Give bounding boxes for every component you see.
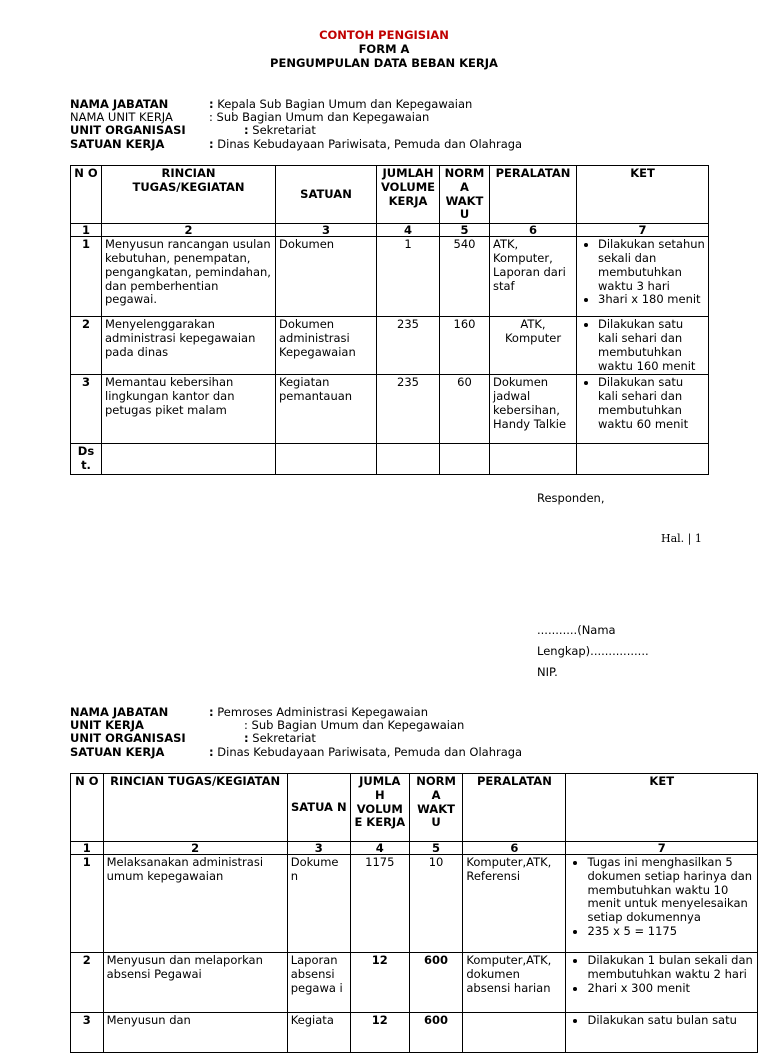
signature-nip: NIP. xyxy=(537,665,558,679)
meta-label: UNIT KERJA xyxy=(70,718,144,732)
cell-rincian: Menyusun dan xyxy=(103,1013,287,1053)
meta-satuan-kerja xyxy=(70,138,522,152)
table-row xyxy=(71,855,758,953)
cell-peralatan: Komputer,ATK, Referensi xyxy=(463,855,566,953)
col-header-peralatan: PERALATAN xyxy=(490,166,577,224)
meta-unit-organisasi xyxy=(70,124,316,138)
ket-item: • 2hari x 300 menit xyxy=(587,982,754,996)
meta-value: Pemroses Administrasi Kepegawaian xyxy=(217,705,429,719)
meta-unit-organisasi xyxy=(70,732,316,746)
ket-item: • Dilakukan satu bulan satu xyxy=(587,1014,754,1028)
meta-sep: : xyxy=(209,705,214,719)
responden-label: Responden, xyxy=(537,491,605,505)
cell-peralatan xyxy=(463,1013,566,1053)
meta-value: Dinas Kebudayaan Pariwisata, Pemuda dan Olahraga xyxy=(217,137,523,151)
col-number: 4 xyxy=(377,224,440,237)
meta-label: SATUAN KERJA xyxy=(70,745,165,759)
col-header-jumlah: JUMLA H VOLUM E KERJA xyxy=(350,774,409,842)
cell-empty xyxy=(490,444,577,475)
signature-name-line2: Lengkap)................ xyxy=(537,644,649,658)
meta-label: UNIT ORGANISASI xyxy=(70,731,186,745)
col-header-jumlah: JUMLAH VOLUME KERJA xyxy=(377,166,440,224)
cell-empty xyxy=(377,444,440,475)
cell-norma: 600 xyxy=(409,1013,463,1053)
col-header-rincian: RINCIAN TUGAS/KEGIATAN xyxy=(103,774,287,842)
cell-peralatan: ATK, Komputer xyxy=(490,317,577,375)
ket-item: • Dilakukan satu kali sehari dan membutuhkan waktu 160 menit xyxy=(598,318,705,373)
col-header-norma: NORM A WAKT U xyxy=(409,774,463,842)
col-header-no: N O xyxy=(71,774,104,842)
ket-item: • Dilakukan setahun sekali dan membutuhkan waktu 3 hari xyxy=(598,238,705,293)
col-number: 6 xyxy=(490,224,577,237)
cell-satuan: Dokumen xyxy=(276,237,377,317)
meta-sep: : xyxy=(209,137,214,151)
cell-satuan: Kegiatan pemantauan xyxy=(276,375,377,444)
cell-rincian: Menyusun rancangan usulan kebutuhan, penempatan, pengangkatan, pemindahan, dan pemberhentian pegawai. xyxy=(102,237,276,317)
meta-label: NAMA JABATAN xyxy=(70,705,169,719)
cell-no: 2 xyxy=(71,953,104,1013)
col-number: 6 xyxy=(463,842,566,855)
meta-value: Sub Bagian Umum dan Kepegawaian xyxy=(216,110,430,124)
cell-peralatan: ATK, Komputer, Laporan dari staf xyxy=(490,237,577,317)
meta-label: NAMA UNIT KERJA xyxy=(70,110,173,124)
meta-sep: : xyxy=(244,731,249,745)
cell-no: 2 xyxy=(71,317,102,375)
col-header-norma: NORM A WAKT U xyxy=(440,166,490,224)
meta-sep: : xyxy=(209,97,214,111)
ket-item: • Dilakukan 1 bulan sekali dan membutuhkan waktu 2 hari xyxy=(587,954,754,982)
cell-rincian: Menyelenggarakan administrasi kepegawaian pada dinas xyxy=(102,317,276,375)
meta-value: Sub Bagian Umum dan Kepegawaian xyxy=(251,718,465,732)
cell-rincian: Memantau kebersihan lingkungan kantor dan petugas piket malam xyxy=(102,375,276,444)
form-title-example: CONTOH PENGISIAN xyxy=(319,28,449,42)
page-number: Hal. | 1 xyxy=(661,532,702,545)
meta-label: UNIT ORGANISASI xyxy=(70,123,186,137)
cell-ket xyxy=(577,317,709,375)
col-number: 7 xyxy=(566,842,758,855)
table-row xyxy=(71,1013,758,1053)
table-header-row xyxy=(71,774,758,842)
ket-item: • 3hari x 180 menit xyxy=(598,293,705,307)
ket-item: • Dilakukan satu kali sehari dan membutuhkan waktu 60 menit xyxy=(598,376,705,431)
cell-norma: 160 xyxy=(440,317,490,375)
cell-no: 1 xyxy=(71,237,102,317)
cell-norma: 60 xyxy=(440,375,490,444)
cell-norma: 600 xyxy=(409,953,463,1013)
cell-no: 1 xyxy=(71,855,104,953)
table-number-row xyxy=(71,224,709,237)
form-title-main: PENGUMPULAN DATA BEBAN KERJA xyxy=(270,56,498,70)
workload-table-1 xyxy=(70,165,709,475)
cell-jumlah: 1 xyxy=(377,237,440,317)
meta-label: NAMA JABATAN xyxy=(70,97,169,111)
meta-value: Sekretariat xyxy=(252,731,316,745)
cell-jumlah: 235 xyxy=(377,317,440,375)
ket-item: • Tugas ini menghasilkan 5 dokumen setiap harinya dan membutuhkan waktu 10 menit untuk menyelesaikan setiap dokumennya xyxy=(587,856,754,925)
table-header-row xyxy=(71,166,709,224)
cell-satuan: Kegiata xyxy=(287,1013,350,1053)
col-header-no: N O xyxy=(71,166,102,224)
col-header-peralatan: PERALATAN xyxy=(463,774,566,842)
cell-jumlah: 235 xyxy=(377,375,440,444)
col-number: 5 xyxy=(409,842,463,855)
col-number: 3 xyxy=(276,224,377,237)
cell-ket xyxy=(566,953,758,1013)
table-row xyxy=(71,444,709,475)
cell-rincian: Melaksanakan administrasi umum kepegawaian xyxy=(103,855,287,953)
cell-empty xyxy=(102,444,276,475)
cell-empty xyxy=(577,444,709,475)
meta-sep: : xyxy=(244,123,249,137)
meta-value: Dinas Kebudayaan Pariwisata, Pemuda dan Olahraga xyxy=(217,745,523,759)
table-row xyxy=(71,375,709,444)
cell-no: 3 xyxy=(71,375,102,444)
col-number: 2 xyxy=(102,224,276,237)
cell-satuan: Dokume n xyxy=(287,855,350,953)
cell-jumlah: 1175 xyxy=(350,855,409,953)
col-header-ket: KET xyxy=(566,774,758,842)
table-row xyxy=(71,953,758,1013)
cell-norma: 540 xyxy=(440,237,490,317)
meta-sep: : xyxy=(244,718,248,732)
cell-jumlah: 12 xyxy=(350,1013,409,1053)
workload-table-2 xyxy=(70,773,758,1053)
col-header-satuan: SATUAN xyxy=(276,166,377,224)
meta-value: Sekretariat xyxy=(252,123,316,137)
cell-norma: 10 xyxy=(409,855,463,953)
cell-ket xyxy=(577,237,709,317)
cell-peralatan: Komputer,ATK, dokumen absensi harian xyxy=(463,953,566,1013)
col-header-satuan: SATUA N xyxy=(287,774,350,842)
col-number: 4 xyxy=(350,842,409,855)
cell-no: 3 xyxy=(71,1013,104,1053)
col-header-ket: KET xyxy=(577,166,709,224)
col-header-rincian: RINCIAN TUGAS/KEGIATAN xyxy=(102,166,276,224)
signature-name-line1: ...........(Nama xyxy=(537,623,616,637)
meta-sep: : xyxy=(209,110,213,124)
cell-empty xyxy=(276,444,377,475)
cell-satuan: Dokumen administrasi Kepegawaian xyxy=(276,317,377,375)
col-number: 5 xyxy=(440,224,490,237)
meta-sep: : xyxy=(209,745,214,759)
cell-jumlah: 12 xyxy=(350,953,409,1013)
table-row xyxy=(71,317,709,375)
cell-ket xyxy=(566,855,758,953)
cell-peralatan: Dokumen jadwal kebersihan, Handy Talkie xyxy=(490,375,577,444)
meta-satuan-kerja xyxy=(70,746,522,760)
cell-rincian: Menyusun dan melaporkan absensi Pegawai xyxy=(103,953,287,1013)
col-number: 2 xyxy=(103,842,287,855)
meta-label: SATUAN KERJA xyxy=(70,137,165,151)
col-number: 1 xyxy=(71,224,102,237)
col-number: 7 xyxy=(577,224,709,237)
meta-value: Kepala Sub Bagian Umum dan Kepegawaian xyxy=(217,97,473,111)
table-row xyxy=(71,237,709,317)
cell-empty xyxy=(440,444,490,475)
ket-item: • 235 x 5 = 1175 xyxy=(587,925,754,939)
cell-ket xyxy=(566,1013,758,1053)
cell-ket xyxy=(577,375,709,444)
cell-dst: Ds t. xyxy=(71,444,102,475)
col-number: 1 xyxy=(71,842,104,855)
form-title-form-a: FORM A xyxy=(358,42,410,56)
cell-satuan: Laporan absensi pegawa i xyxy=(287,953,350,1013)
col-number: 3 xyxy=(287,842,350,855)
table-number-row xyxy=(71,842,758,855)
